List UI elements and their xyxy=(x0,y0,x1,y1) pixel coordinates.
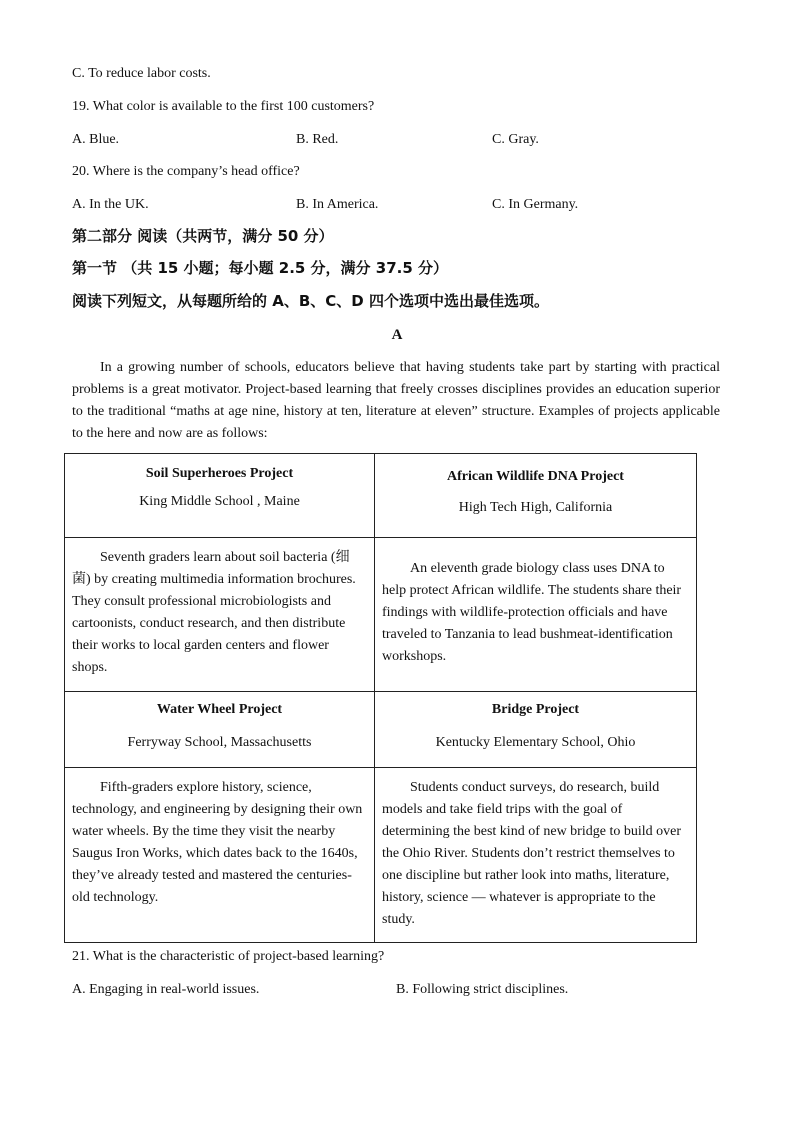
project-description: Seventh graders learn about soil bacteria (细菌) by creating multimedia information brochures. They consult professional microbiologists and cartoonists, conduct research, and then distribute their works to local garden centers and flower shops. xyxy=(72,550,356,675)
project-title: African Wildlife DNA Project xyxy=(447,469,624,484)
project-header-bridge xyxy=(375,692,697,768)
question-19-option-a: A. Blue. xyxy=(72,132,120,147)
project-description: Fifth-graders explore history, science, technology, and engineering by designing their own water wheels. By the time they visit the nearby Saugus Iron Works, which dates back to the 1640s, they’ve already tested and mastered the centuries-old technology. xyxy=(72,780,363,905)
project-header-dna xyxy=(375,454,697,538)
section-one-title: 第一节 （共 15 小题；每小题 2.5 分，满分 37.5 分） xyxy=(72,259,449,277)
project-description: An eleventh grade biology class uses DNA to help protect African wildlife. The students share their findings with wildlife-protection officials and have traveled to Tanzania to lead bushmeat-identification workshops. xyxy=(382,561,682,664)
question-21-option-b: B. Following strict disciplines. xyxy=(396,982,569,997)
reading-instruction: 阅读下列短文，从每题所给的 A、B、C、D 四个选项中选出最佳选项。 xyxy=(72,292,549,310)
question-20-option-a: A. In the UK. xyxy=(72,197,149,212)
project-location: Kentucky Elementary School, Ohio xyxy=(435,735,636,750)
question-20-stem: 20. Where is the company’s head office? xyxy=(72,164,300,179)
project-title: Soil Superheroes Project xyxy=(145,466,294,481)
question-19-option-c: C. Gray. xyxy=(492,132,539,147)
project-title: Water Wheel Project xyxy=(156,702,283,717)
question-21-stem: 21. What is the characteristic of project-based learning? xyxy=(72,949,385,964)
project-header-soil xyxy=(65,454,375,538)
previous-question-option-c: C. To reduce labor costs. xyxy=(72,66,211,81)
passage-label: A xyxy=(391,327,403,343)
project-location: Ferryway School, Massachusetts xyxy=(127,735,312,750)
project-description: Students conduct surveys, do research, build models and take field trips with the goal of determining the best kind of new bridge to build over the Ohio River. Students don’t restrict themselves to one discipline but rather look into maths, literature, history, science — whatever is appropriate to the study. xyxy=(382,780,681,927)
question-21-option-a: A. Engaging in real-world issues. xyxy=(72,982,260,997)
project-location: High Tech High, California xyxy=(458,500,613,515)
question-19-option-b: B. Red. xyxy=(296,132,339,147)
project-description-bridge xyxy=(375,768,697,943)
question-20-option-b: B. In America. xyxy=(296,197,379,212)
project-header-water-wheel xyxy=(65,692,375,768)
passage-intro xyxy=(72,357,720,445)
question-19-stem: 19. What color is available to the first 100 customers? xyxy=(72,99,375,114)
passage-intro-text: In a growing number of schools, educators believe that having students take part by starting with practical problems is a great motivator. Project-based learning that freely crosses disciplines provides an education superior to the traditional “maths at age nine, history at ten, literature at eleven” structure. Examples of projects applicable to the here and now are as follows: xyxy=(72,360,720,441)
project-description-water-wheel xyxy=(65,768,375,943)
project-description-soil xyxy=(65,538,375,692)
project-location: King Middle School , Maine xyxy=(139,494,300,509)
project-title: Bridge Project xyxy=(491,702,580,717)
part-two-title: 第二部分 阅读（共两节，满分 50 分） xyxy=(72,227,334,245)
projects-table xyxy=(64,453,697,943)
project-description-dna xyxy=(375,538,697,692)
question-20-option-c: C. In Germany. xyxy=(492,197,579,212)
